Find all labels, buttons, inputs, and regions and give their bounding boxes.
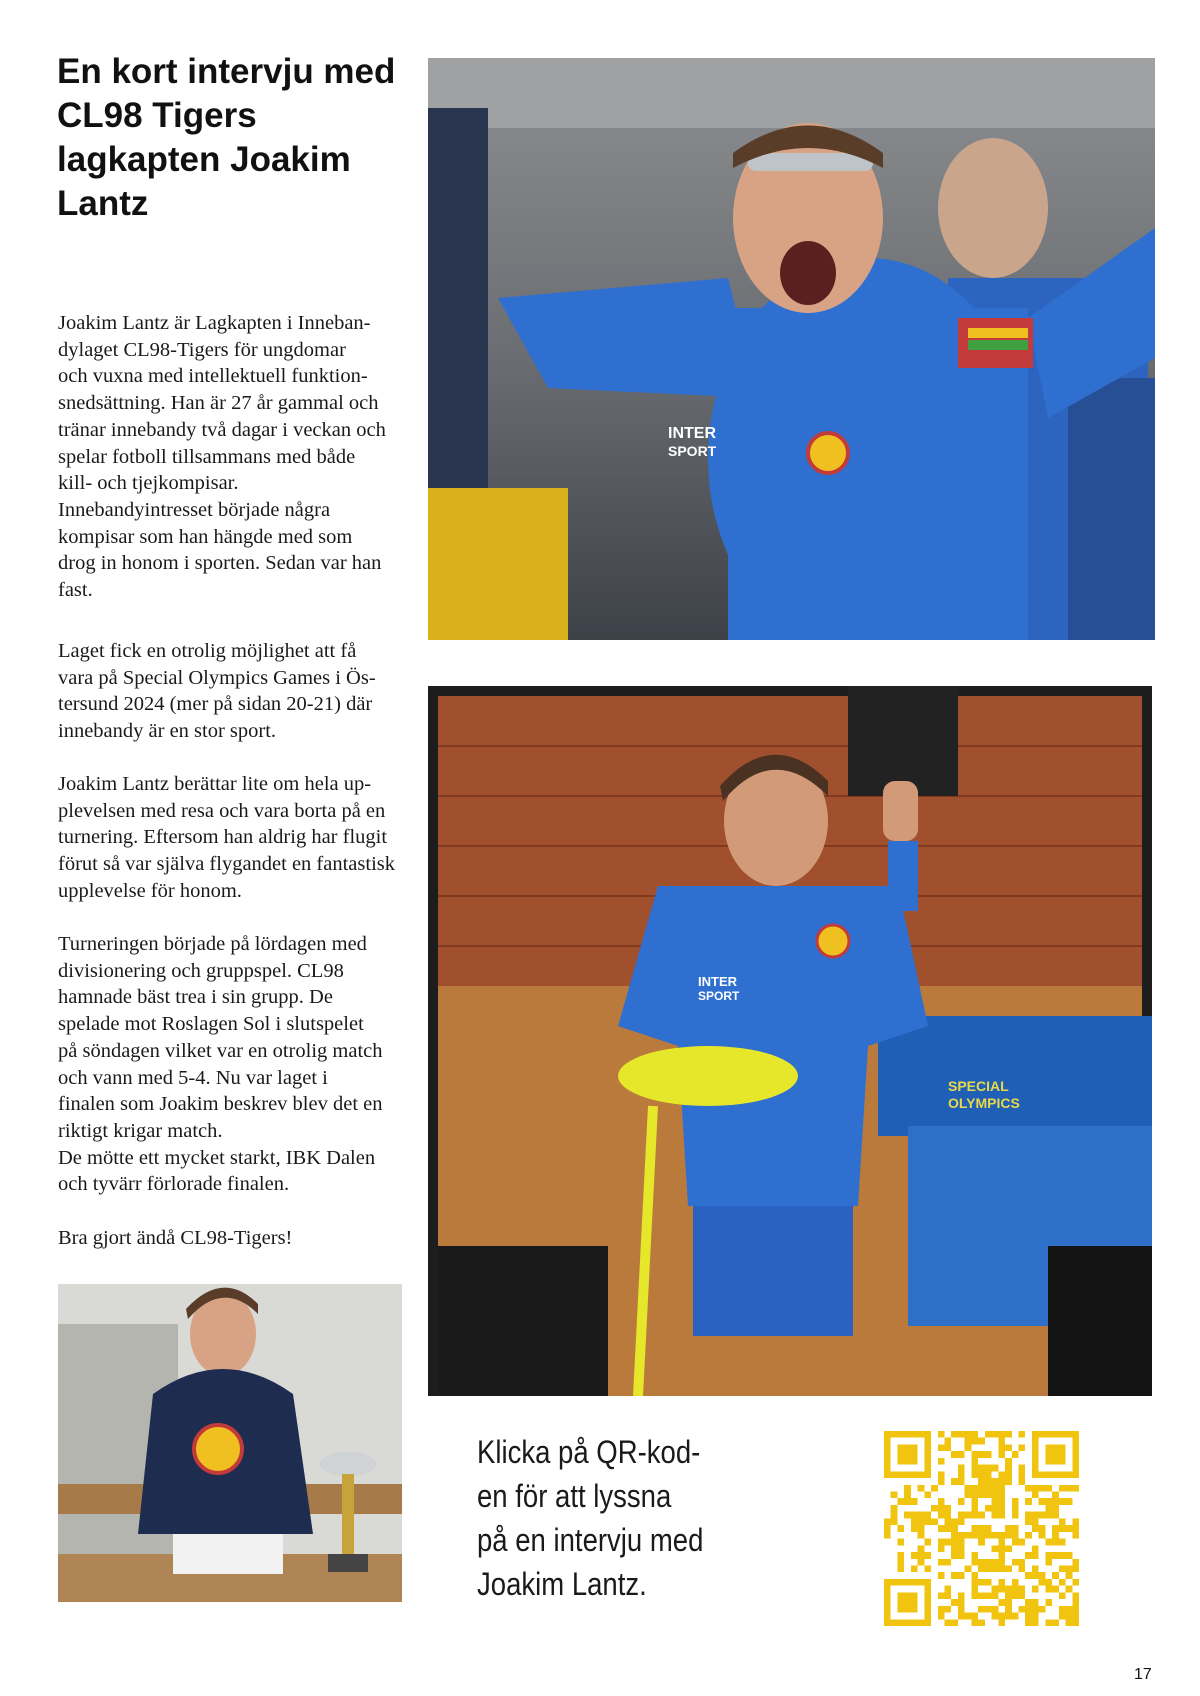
svg-text:SPORT: SPORT (698, 989, 740, 1003)
svg-text:INTER: INTER (668, 425, 716, 442)
photo-celebration (428, 58, 1155, 640)
photo-trophy (58, 1284, 402, 1602)
page-number: 17 (1134, 1666, 1152, 1683)
svg-text:OLYMPICS: OLYMPICS (948, 1095, 1020, 1111)
qr-caption: Klicka på QR-kod- en för att lyssna på en intervju med Joakim Lantz. (477, 1434, 704, 1602)
svg-text:SPECIAL: SPECIAL (948, 1078, 1009, 1094)
paragraph-travel: Joakim Lantz berättar lite om hela up- plevelsen med resa och vara borta på en turnering. Eftersom han aldrig har flugit förut så var själva flygandet en fantastisk upplevelse för honom. (58, 773, 395, 902)
svg-text:INTER: INTER (698, 974, 737, 989)
article-title: En kort intervju med CL98 Tigers lagkapten Joakim Lantz (57, 52, 396, 223)
paragraph-closing: Bra gjort ändå CL98-Tigers! (58, 1227, 293, 1249)
photo-thumbs-up (428, 686, 1152, 1396)
paragraph-special-olympics: Laget fick en otrolig möjlighet att få vara på Special Olympics Games i Ös- tersund 2024 (mer på sidan 20-21) där innebandy är en stor sport. (58, 640, 376, 743)
paragraph-intro: Joakim Lantz är Lagkapten i Inneban- dylaget CL98-Tigers för ungdomar och vuxna med intellektuell funktion- snedsättning. Han är 27 år gammal och tränar innebandy två dagar i veckan och spelar fotboll tillsammans med både kill- och tjejkompisar. Innebandyintresset började några kompisar som han hängde med som drog in honom i sporten. Sedan var han fast. (58, 312, 386, 602)
qr-code[interactable] (884, 1431, 1079, 1626)
paragraph-tournament: Turneringen började på lördagen med divisionering och gruppspel. CL98 hamnade bäst trea i sin grupp. De spelade mot Roslagen Sol i slutspelet på söndagen vilket var en otrolig match och vann med 5-4. Nu var laget i finalen som Joakim beskrev blev det en riktigt krigar match. De mötte ett mycket starkt, IBK Dalen och tyvärr förlorade finalen. (58, 933, 383, 1196)
svg-text:SPORT: SPORT (668, 443, 717, 459)
